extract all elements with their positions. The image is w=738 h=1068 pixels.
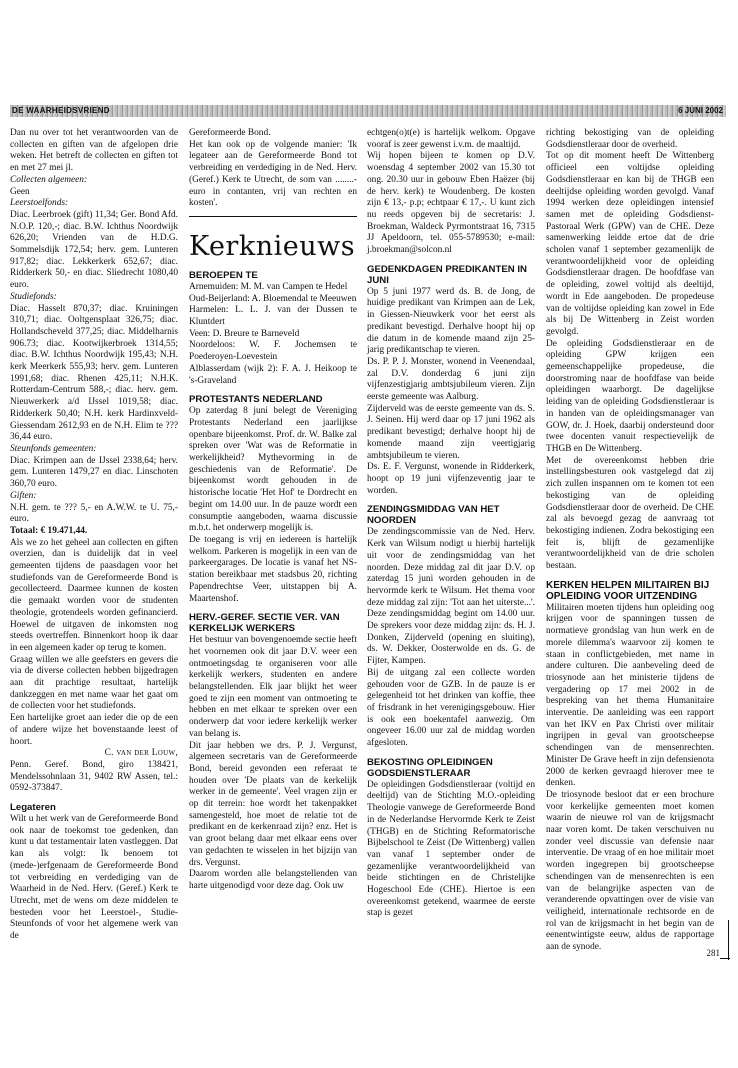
- paragraph: N.H. gem. te ??? 5,- en A.W.W. te U. 75,- euro.: [10, 502, 178, 525]
- paragraph: Zijderveld was de eerste gemeente van ds. S. J. Seinen. Hij werd daar op 17 juni 1962 als predikant bevestigd; derhalve hoopt hij de komende maand zijn veertigjarig ambtsjubileum te vieren.: [367, 403, 535, 461]
- paragraph: Veen: D. Breure te Barneveld: [189, 328, 300, 339]
- paragraph: Het bestuur van bovengenoemde sectie heeft het voornemen ook dit jaar D.V. weer een ontmoetingsdag te organiseren voor alle kerkelijk werkers, studenten en andere belangstellenden. Elk jaar blijkt het weer goed te zijn een moment van ontmoeting te hebben en met elkaar te spreken over een onderwerp dat voor iedere kerkelijk werker van belang is.: [189, 635, 357, 739]
- paragraph: Een hartelijke groet aan ieder die op de een of andere wijze het bovenstaande leest of hoort.: [10, 713, 178, 747]
- crop-mark-vertical: [728, 920, 730, 960]
- paragraph: Gereformeerde Bond.: [189, 128, 271, 138]
- paragraph: Alblasserdam (wijk 2): F. A. J. Heikoop te 's-Graveland: [189, 363, 357, 386]
- page-number: 281: [706, 948, 720, 958]
- paragraph: Dit jaar hebben we drs. P. J. Vergunst, algemeen secretaris van de Gereformeerde Bond, bereid gevonden een referaat te houden over 'De plaats van de kerkelijk werker in de gemeente'. Veel vragen zijn er op dit terrein: hoe wordt het takenpakket samengesteld, hoe moet de relatie tot de predikant en de kerkenraad zijn? enz. Het is van groot belang daar met elkaar eens over van gedachten te wisselen in het bijzijn van drs. Vergunst.: [189, 740, 357, 868]
- paragraph: Diac. Krimpen aan de IJssel 2338,64; herv. gem. Lunteren 1479,27 en diac. Linschoten 360,70 euro.: [10, 455, 178, 490]
- fund-subheading: Giften:: [10, 490, 37, 501]
- paragraph: richting bekostiging van de opleiding Godsdienstleraar door de overheid.: [546, 128, 714, 150]
- section-title-kerknieuws: Kerknieuws: [189, 230, 356, 262]
- crop-mark-horizontal: [720, 958, 730, 960]
- article-heading: KERKEN HELPEN MILITAIREN BIJ OPLEIDING VOOR UITZENDING: [546, 579, 710, 602]
- paragraph: Tot op dit moment heeft De Wittenberg officieel een voltijdse opleiding Godsdienstleraar en kan bij de THGB een deeltijdse opleiding worden gevolgd. Vanaf 1994 werken deze opleidingen intensief samen met de opleiding Godsdienst-Pastoraal Werk (GPW) van de CHE. Deze samenwerking leidde ertoe dat de drie scholen vanaf 1 september gezamenlijk de verantwoordelijkheid voor de opleiding Godsdienstleraar dragen. De hoofdfase van de opleiding, zowel voltijd als deeltijd, wordt in Ede aangeboden. De propedeuse van de voltijdse opleiding kan zowel in Ede als bij De Wittenberg in Zeist worden gevolgd.: [546, 151, 714, 337]
- section-divider: [189, 216, 357, 217]
- paragraph: De toegang is vrij en iedereen is hartelijk welkom. Parkeren is mogelijk in een van de parkeergarages. De locatie is vanaf het NS-station bereikbaar met stadsbus 20, richting Papendrechtse Veer, uitstappen bij A. Maartenshof.: [189, 534, 357, 604]
- paragraph: De opleiding Godsdienstleraar en de opleiding GPW krijgen een gemeenschappelijke propedeuse, die doorstroming naar de hoofdfase van beide opleidingen waarborgt. De dagelijkse leiding van de opleiding Godsdienstleraar is in handen van de opleidingsmanager van GOW, dr. J. Hoek, daarbij ondersteund door twee docenten vanuit respectievelijk de THGB en De Wittenberg.: [546, 338, 714, 454]
- article-heading: Legateren: [10, 802, 56, 814]
- paragraph: Ds. E. F. Vergunst, wonende in Ridderkerk, hoopt op 19 juni vijfenzeventig jaar te worden.: [367, 462, 535, 496]
- paragraph: Diac. Leerbroek (gift) 11,34; Ger. Bond Afd. N.O.P. 120,-; diac. B.W. Ichthus Noordwijk 626,20; Vrienden van de H.D.G. Sommelsdijk 172,54; herv. gem. Lunteren 917,82; diac. Lekkerkerk 652,67; diac. Ridderkerk 50,- en diac. Sliedrecht 1080,40 euro.: [10, 209, 178, 291]
- fund-subheading: Collecten algemeen:: [10, 174, 88, 185]
- column-1: [10, 128, 178, 943]
- paragraph: Bij de uitgang zal een collecte worden gehouden voor de GZB. In de pauze is er gelegenheid tot het drinken van koffie, thee of frisdrank in het verenigingsgebouw. Hier is ook een boekentafel aanwezig. Om ongeveer 16.00 uur zal de middag worden afgesloten.: [367, 667, 535, 749]
- fund-subheading: Leerstoelfonds:: [10, 198, 69, 209]
- paragraph: Noordeloos: W. F. Jochemsen te Poederoyen-Loevestein: [189, 340, 357, 363]
- article-heading: GEDENKDAGEN PREDIKANTEN IN JUNI: [367, 263, 527, 286]
- total-amount: Totaal: € 19.471,44.: [10, 525, 88, 536]
- fund-subheading: Studiefonds:: [10, 291, 57, 302]
- paragraph: echtgen(o)t(e) is hartelijk welkom. Opgave vooraf is zeer gewenst i.v.m. de maaltijd.: [367, 128, 535, 150]
- paragraph: De opleidingen Godsdienstleraar (voltijd en deeltijd) van de Stichting M.O.-opleiding Theologie vanwege de Gereformeerde Bond in de Nederlandse Hervormde Kerk te Zeist (THGB) en de Stichting Reformatorische Bijbelschool te Zeist (De Wittenberg) vallen van vanaf 1 september onder de gezamenlijke verantwoordelijkheid van beide stichtingen en de Christelijke Hogeschool Ede (CHE). Hiertoe is een overeenkomst getekend, waarmee de eerste stap is gezet: [367, 779, 535, 919]
- paragraph: Harmelen: L. L. J. van der Dussen te Kluntdert: [189, 305, 357, 328]
- author-signature: C. van der Louw,: [104, 748, 178, 759]
- column-4: [546, 128, 714, 954]
- paragraph: Oud-Beijerland: A. Bloemendal te Meeuwen: [189, 293, 357, 304]
- article-heading: PROTESTANTS NEDERLAND: [189, 394, 323, 406]
- paragraph: De triosynode besloot dat er een brochure voor kerkelijke gemeenten moet komen waarin de nieuwe rol van de krijgsmacht naar voren komt. De taken verschuiven nu zonder veel discussie van defensie naar interventie. De vraag of en hoe militair moet worden ingegrepen bij grootscheepse schendingen van de mensenrechten is een van de belangrijke aspecten van de veranderende opvattingen over de visie van veiligheid, internationale rechtsorde en de rol van de krijgsmacht in het begin van de eenentwintigste eeuw, aldus de rapportage aan de synode.: [546, 789, 714, 953]
- article-heading: HERV.-GEREF. SECTIE VER. VAN KERKELIJK WERKERS: [189, 612, 340, 635]
- paragraph: Penn. Geref. Bond, giro 138421, Mendelssohnlaan 31, 9402 RW Assen, tel.: 0592-373847.: [10, 759, 178, 794]
- article-heading: BEKOSTING OPLEIDINGEN GODSDIENSTLERAAR: [367, 756, 493, 779]
- paragraph: Met de overeenkomst hebben drie instellingsbesturen ook vastgelegd dat zij zich zullen inspannen om te komen tot een bekostiging van de opleiding Godsdienstleraar door de overheid. De CHE zal als bevoegd gezag de aanvraag tot bekostiging indienen. Zodra bekostiging een feit is, blijft de gezamenlijke verantwoordelijkheid van de drie scholen bestaan.: [546, 455, 714, 572]
- publication-name: DE WAARHEIDSVRIEND: [12, 106, 110, 115]
- paragraph: Ds. P. P. J. Monster, wonend in Veenendaal, zal D.V. donderdag 6 juni zijn vijfenzestigjarig ambtsjubileum vieren. Zijn eerste gemeente was Aalburg.: [367, 356, 535, 403]
- paragraph: Graag willen we alle geefsters en gevers die via de diverse collecten hebben bijgedragen aan dit prachtige resultaat, hartelijk dankzeggen en met name waar het gaat om de collecten voor het studiefonds.: [10, 654, 178, 712]
- paragraph: Geen: [10, 186, 30, 197]
- paragraph: Dan nu over tot het verantwoorden van de collecten en giften van de afgelopen drie weken. Het betreft de collecten en giften tot en met 27 mei jl.: [10, 128, 178, 174]
- page-header: [10, 105, 726, 117]
- column-2: [189, 128, 357, 893]
- paragraph: Wilt u het werk van de Gereformeerde Bond ook naar de toekomst toe gedenken, dan kunt u dat testamentair laten vastleggen. Dat kan als volgt: Ik benoem tot (mede-)erfgenaam de Gereformeerde Bond tot verbreiding en verdediging van de Waarheid in de Ned. Herv. (Geref.) Kerk te Utrecht, met de wens om deze middelen te besteden voor het Leerstoel-, Studie- Steunfonds of voor het algemene werk van de: [10, 814, 178, 942]
- paragraph: Als we zo het geheel aan collecten en giften overzien, dan is duidelijk dat in veel gemeenten tijdens de paasdagen voor het studiefonds van de Gereformeerde Bond is gecollecteerd. Daarmee kunnen de kosten die gemaakt worden voor de studenten theologie, grotendeels worden gefinancierd. Hoewel de uitgaven de inkomsten nog steeds overtreffen. Binnenkort hoop ik daar in een algemeen kader op terug te komen.: [10, 537, 178, 653]
- paragraph: Op zaterdag 8 juni belegt de Vereniging Protestants Nederland een jaarlijkse openbare bijeenkomst. Prof. dr. W. Balke zal spreken over 'Wat was de Reformatie in werkelijkheid? Mythevorming in de geschiedenis van de Reformatie'. De bijeenkomst wordt gehouden in de historische locatie 'Het Hof' te Dordrecht en begint om 14.00 uur. In de pauze wordt een consumptie aangeboden, waarna discussie m.b.t. het onderwerp mogelijk is.: [189, 406, 357, 534]
- paragraph: Daarom worden alle belangstellenden van harte uitgenodigd voor deze dag. Ook uw: [189, 869, 357, 891]
- issue-date: 6 JUNI 2002: [678, 106, 723, 115]
- article-heading: BEROEPEN TE: [189, 269, 258, 281]
- paragraph: Op 5 juni 1977 werd ds. B. de Jong, de huidige predikant van Krimpen aan de Lek, in Giessen-Nieuwkerk voor het eerst als predikant bevestigd. Derhalve hoopt hij op die datum in de komende maand zijn 25-jarig predikantschap te vieren.: [367, 286, 535, 356]
- fund-subheading: Steunfonds gemeenten:: [10, 443, 97, 454]
- paragraph: Diac. Hasselt 870,37; diac. Kruiningen 310,71; diac. Ooltgensplaat 326,75; diac. Hollandscheveld 377,25; diac. Middelharnis 906.73; diac. Kootwijkerbroek 1314,55; diac. B.W. Ichthus Noordwijk 195,43; N.H. kerk Meerkerk 555,93; herv. gem. Lunteren 1991,68; diac. Rhenen 425,11; N.H.K. Rotterdam-Centrum 588,-; diac. herv. gem. Nieuwerkerk a/d IJssel 1019,58; diac. Ridderkerk 50,40; N.H. kerk Hardinxveld-Giessendam 2612,93 en de N.H. Elim te ??? 36,44 euro.: [10, 303, 178, 443]
- article-heading: ZENDINGSMIDDAG VAN HET NOORDEN: [367, 504, 500, 527]
- column-3: [367, 128, 535, 920]
- paragraph: Wij hopen bijeen te komen op D.V. woensdag 4 september 2002 van 15.30 tot ong. 20.30 uur in gebouw Eben Haëzer (bij de herv. kerk) te Woudenberg. De kosten zijn € 13,- p.p; echtpaar € 17,-. U kunt zich nu reeds opgeven bij de secretaris: J. Broekman, Waldeck Pyrmontstraat 16, 7315 JJ Apeldoorn, tel. 055-5789530; e-mail: j.broekman@solcon.nl: [367, 151, 535, 256]
- paragraph: De zendingscommissie van de Ned. Herv. Kerk van Wilsum nodigt u hierbij hartelijk uit voor de zendingsmiddag van het noorden. Deze middag zal dit jaar D.V. op zaterdag 15 juni worden gehouden in de hervormde kerk te Wilsum. Het thema voor deze middag zal zijn: 'Tot aan het uiterste...'. Deze zendingsmiddag begint om 14.00 uur. De sprekers voor deze middag zijn: ds. H. J. Donken, Zijderveld (opening en sluiting), ds. W. Dekker, Oosterwolde en ds. G. de Fijter, Kampen.: [367, 527, 535, 667]
- paragraph: Militairen moeten tijdens hun opleiding oog krijgen voor de spanningen tussen de normatieve grondslag van hun werk en de morele dilemma's waarvoor zij komen te staan in conflictgebieden, met name in andere culturen. Die aanbeveling deed de triosynode aan het ministerie tijdens de vergadering op 17 mei 2002 in de bespreking van het thema Humanitaire interventie. De aanleiding was een rapport van het IKV en Pax Christi over militair ingrijpen in geval van grootscheepse schendingen van de mensenrechten. Minister De Grave heeft in zijn defensienota 2000 de kerken gevraagd hierover mee te denken.: [546, 602, 714, 789]
- paragraph: Het kan ook op de volgende manier: 'Ik legateer aan de Gereformeerde Bond tot verbreiding en verdediging in de Ned. Herv. (Geref.) Kerk te Utrecht, de som van ........- euro in contanten, vrij van rechten en kosten'.: [189, 139, 357, 209]
- paragraph: Arnemuiden: M. M. van Campen te Hedel: [189, 281, 348, 292]
